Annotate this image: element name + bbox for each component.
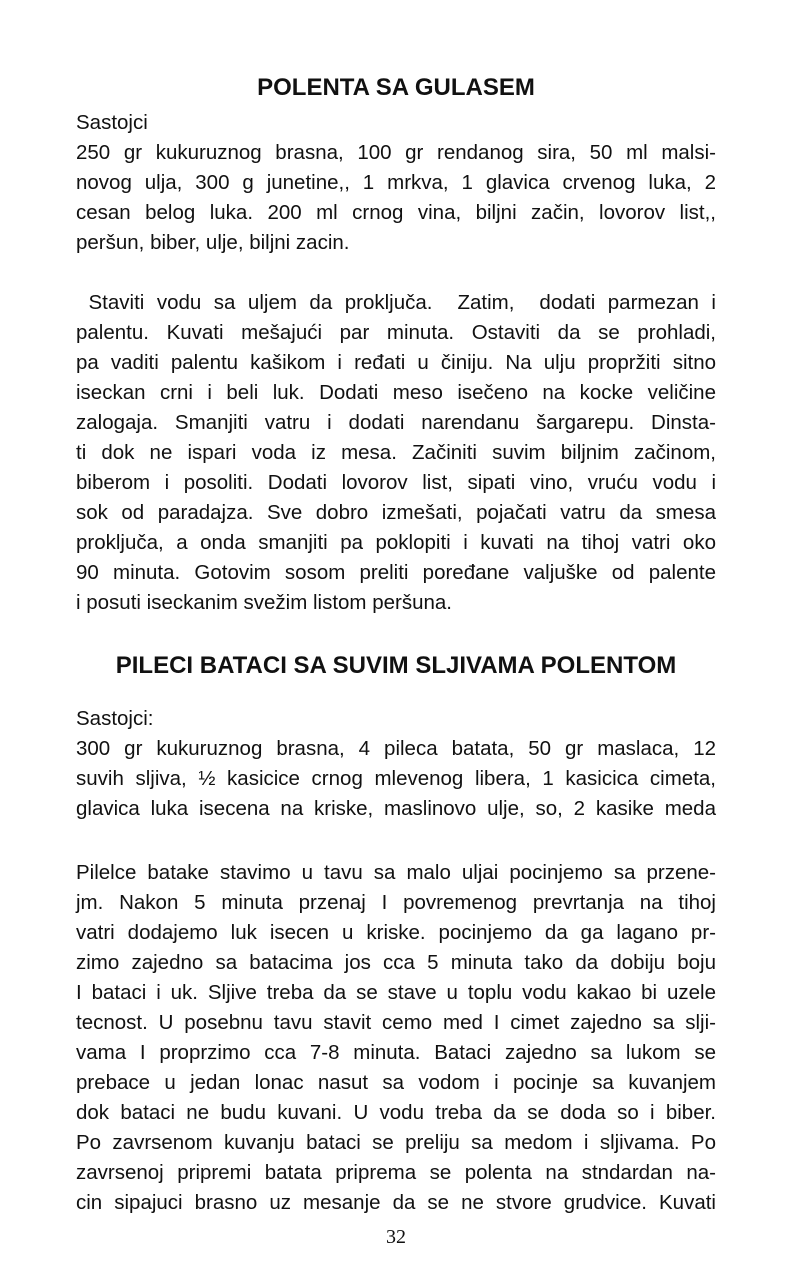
ingredient-line: cesan belog luka. 200 ml crnog vina, biljni začin, lovorov list,, [76, 201, 716, 224]
ingredient-line: peršun, biber, ulje, biljni zacin. [76, 231, 350, 254]
recipe2-title: PILECI BATACI SA SUVIM SLJIVAMA POLENTOM [115, 652, 677, 679]
method-line: jm. Nakon 5 minuta przenaj I povremenog prevrtanja na tihoj [76, 891, 716, 914]
method-line: Staviti vodu sa uljem da proključa. Zatim, dodati parmezan i [76, 291, 716, 314]
page-number: 32 [386, 1226, 406, 1248]
method-line: i posuti iseckanim svežim listom peršuna. [76, 591, 452, 614]
method-line: Pilelce batake stavimo u tavu sa malo uljai pocinjemo sa przene- [76, 861, 716, 884]
method-line: palentu. Kuvati mešajući par minuta. Ostaviti da se prohladi, [76, 321, 716, 344]
method-line: zimo zajedno sa batacima jos cca 5 minuta tako da dobiju boju [76, 951, 716, 974]
method-line: dok bataci ne budu kuvani. U vodu treba da se doda so i biber. [76, 1101, 716, 1124]
recipe2-ingredients-label: Sastojci: [76, 707, 154, 730]
method-line: tecnost. U posebnu tavu stavit cemo med I cimet zajedno sa slji- [76, 1011, 716, 1034]
method-line: zavrsenoj pripremi batata priprema se polenta na stndardan na- [76, 1161, 716, 1184]
method-line: I bataci i uk. Sljive treba da se stave u toplu vodu kakao bi uzele [76, 981, 716, 1004]
recipe1-ingredients [76, 138, 716, 258]
page-content [76, 68, 716, 1218]
ingredient-line: suvih sljiva, ½ kasicice crnog mlevenog libera, 1 kasicica cimeta, [76, 767, 716, 790]
method-line: iseckan crni i beli luk. Dodati meso isečeno na kocke veličine [76, 381, 716, 404]
recipe2-ingredients [76, 734, 716, 824]
recipe1-method [76, 288, 716, 618]
method-line: pa vaditi palentu kašikom i ređati u činiju. Na ulju propržiti sitno [76, 351, 716, 374]
method-line: zalogaja. Smanjiti vatru i dodati narendanu šargarepu. Dinsta- [76, 411, 716, 434]
method-line: vama I proprzimo cca 7-8 minuta. Bataci zajedno sa lukom se [76, 1041, 716, 1064]
ingredient-line: glavica luka isecena na kriske, maslinovo ulje, so, 2 kasike meda [76, 797, 716, 820]
method-line: proključa, a onda smanjiti pa poklopiti i kuvati na tihoj vatri oko [76, 531, 716, 554]
ingredient-line: 250 gr kukuruznog brasna, 100 gr rendanog sira, 50 ml malsi- [76, 141, 716, 164]
ingredient-line: novog ulja, 300 g junetine,, 1 mrkva, 1 glavica crvenog luka, 2 [76, 171, 716, 194]
recipe1-title: POLENTA SA GULASEM [257, 74, 535, 101]
recipe1-ingredients-label: Sastojci [76, 111, 148, 134]
recipe2-method [76, 858, 716, 1218]
method-line: sok od paradajza. Sve dobro izmešati, pojačati vatru da smesa [76, 501, 716, 524]
ingredient-line: 300 gr kukuruznog brasna, 4 pileca batata, 50 gr maslaca, 12 [76, 737, 716, 760]
method-line: prebace u jedan lonac nasut sa vodom i pocinje sa kuvanjem [76, 1071, 716, 1094]
method-line: 90 minuta. Gotovim sosom preliti poređane valjuške od palente [76, 561, 716, 584]
method-line: cin sipajuci brasno uz mesanje da se ne stvore grudvice. Kuvati [76, 1191, 716, 1214]
method-line: vatri dodajemo luk isecen u kriske. pocinjemo da ga lagano pr- [76, 921, 716, 944]
method-line: ti dok ne ispari voda iz mesa. Začiniti suvim biljnim začinom, [76, 441, 716, 464]
method-line: Po zavrsenom kuvanju bataci se preliju sa medom i sljivama. Po [76, 1131, 716, 1154]
method-line: biberom i posoliti. Dodati lovorov list, sipati vino, vruću vodu i [76, 471, 716, 494]
